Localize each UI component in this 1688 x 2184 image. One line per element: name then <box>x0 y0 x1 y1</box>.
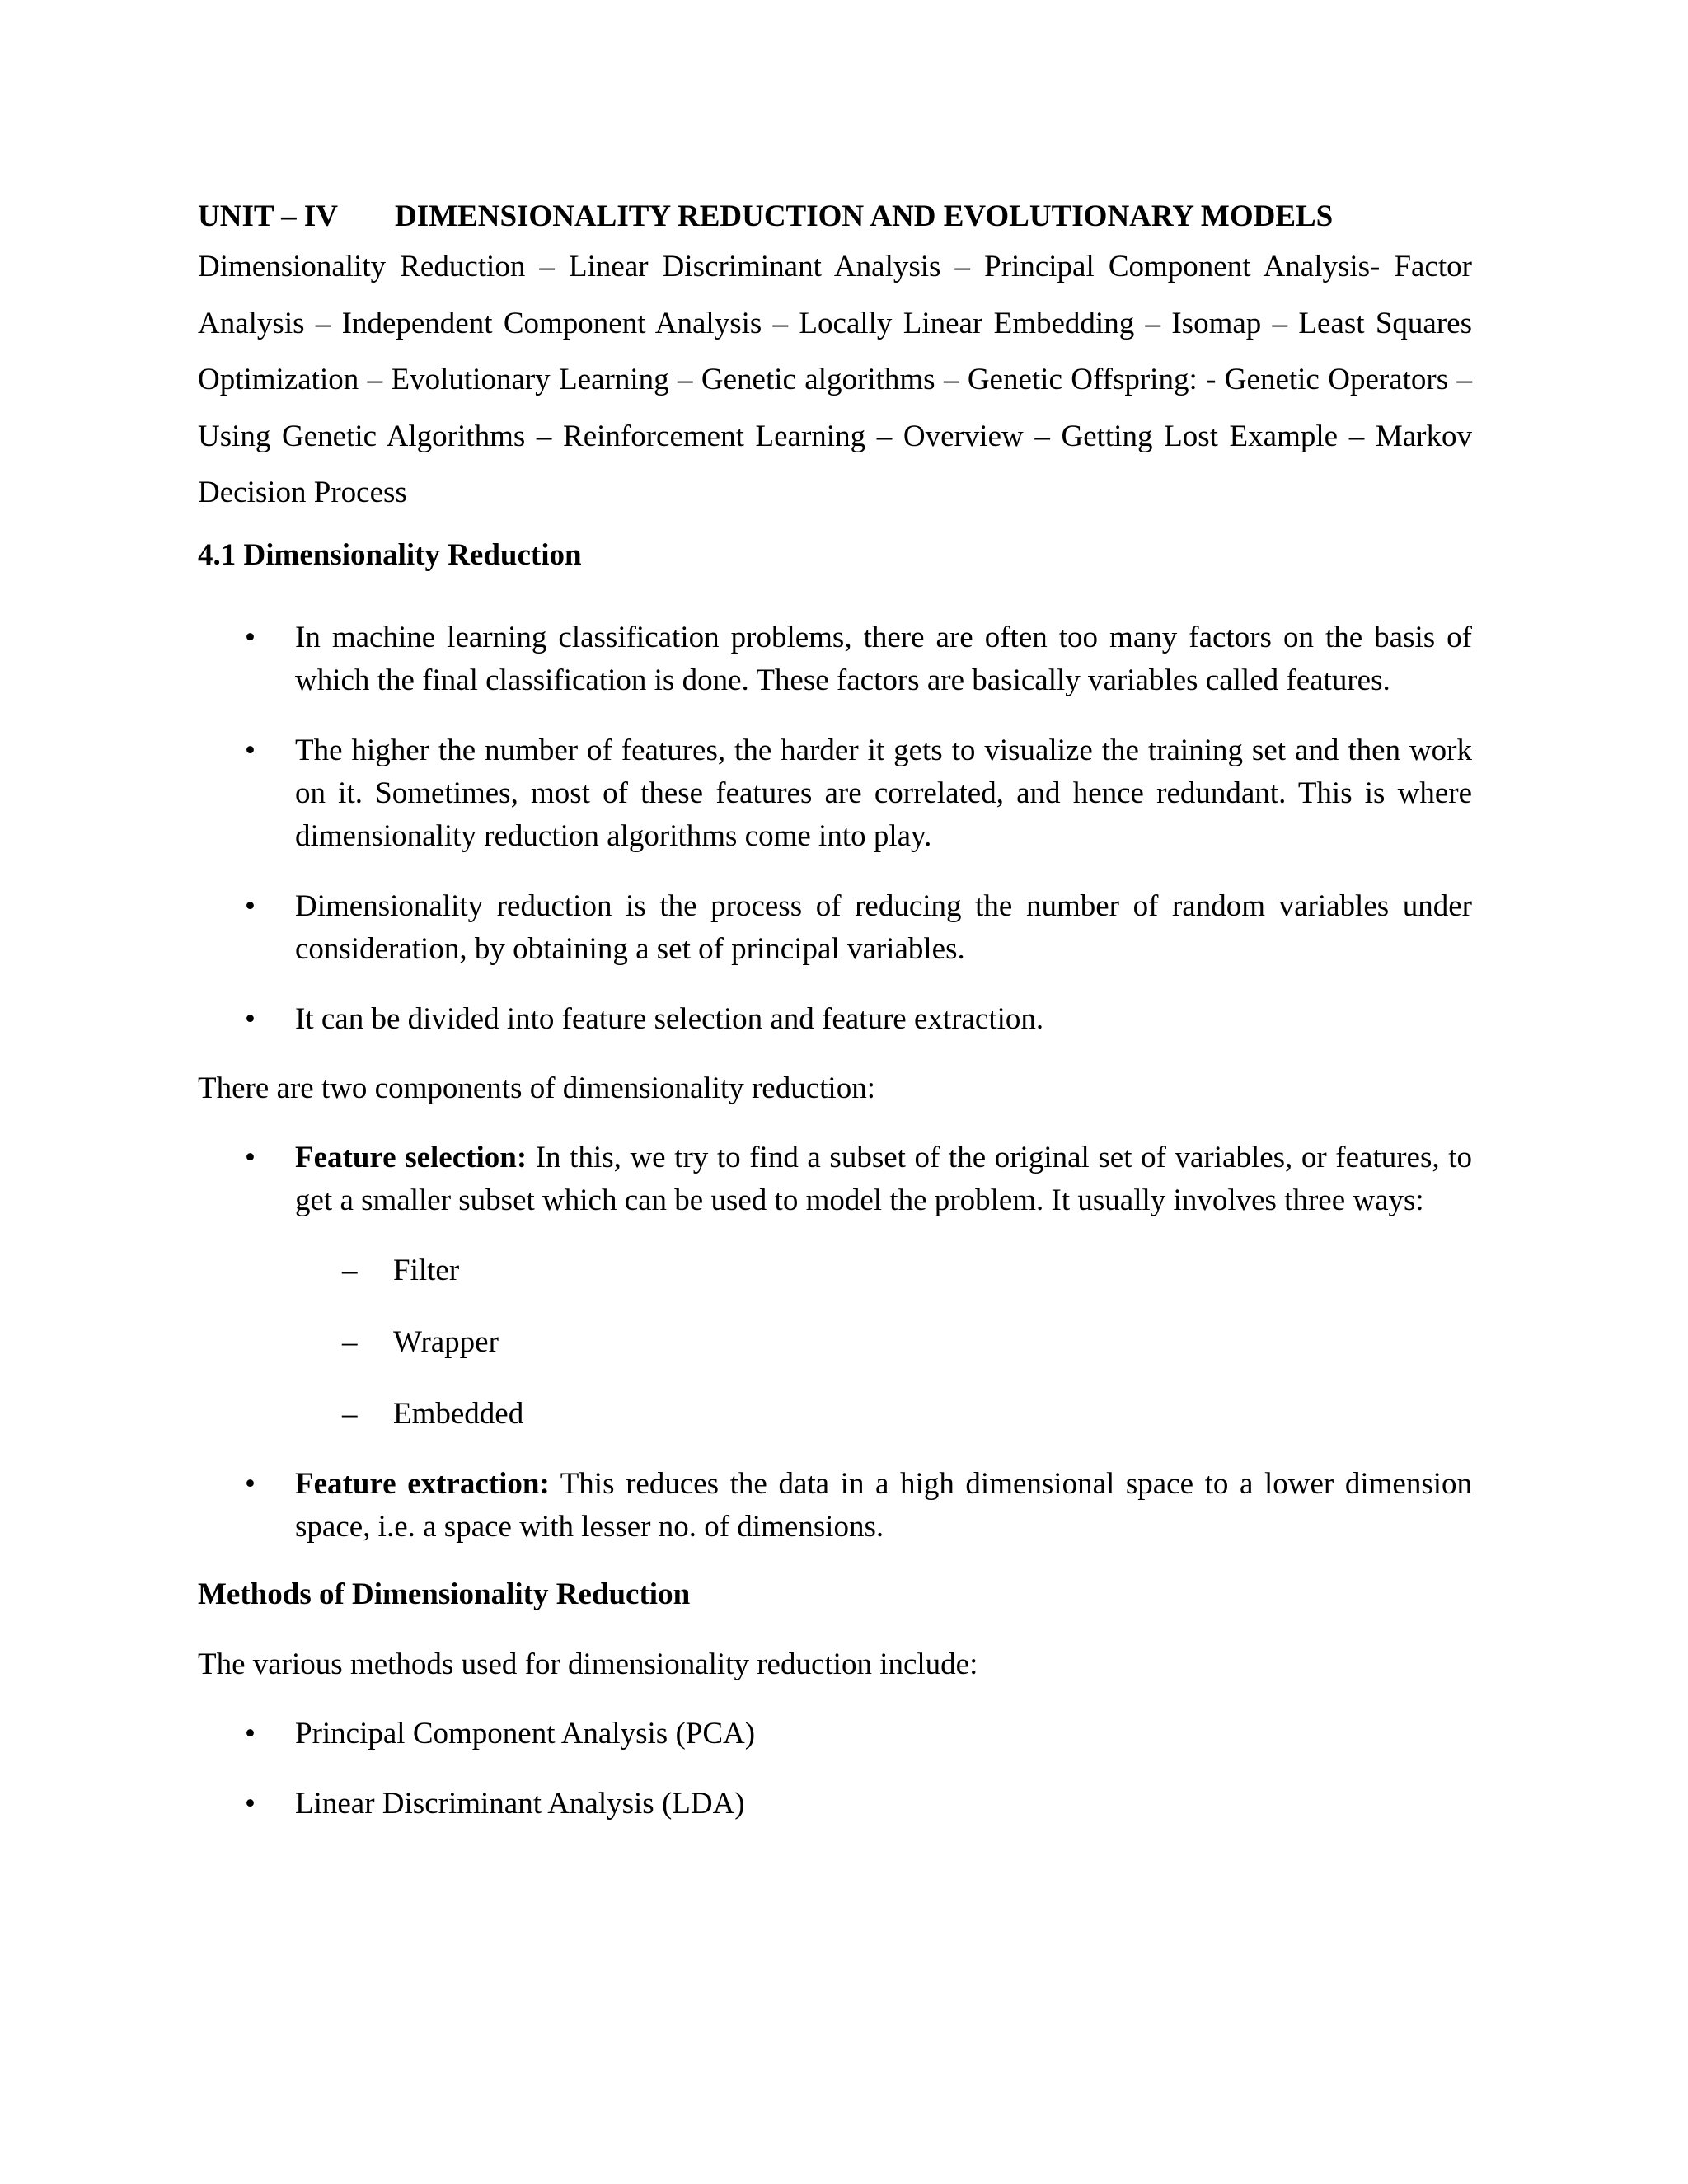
bullet-icon: • <box>245 1716 256 1750</box>
dash-icon: – <box>342 1253 358 1287</box>
extraction-list <box>198 1463 1472 1549</box>
list-item-text: The higher the number of features, the harder it gets to visualize the training set and then work on it. Sometimes, most of these features are correlated, and hence redundant. This is where dimensionality reduction algorithms come into play. <box>295 733 1472 853</box>
components-list <box>198 1137 1472 1222</box>
feature-extraction-term: Feature extraction: <box>295 1466 550 1501</box>
feature-selection-term: Feature selection: <box>295 1140 528 1174</box>
components-intro: There are two components of dimensionality reduction: <box>198 1071 875 1105</box>
methods-list <box>198 1713 1472 1825</box>
bullet-icon: • <box>245 733 256 767</box>
bullet-icon: • <box>245 620 256 654</box>
list-item <box>198 998 1472 1041</box>
unit-syllabus: Dimensionality Reduction – Linear Discriminant Analysis – Principal Component Analysis- Factor Analysis – Independent Component Analysis – Locally Linear Embedding – Isomap – Least Squares Optimization – Evolutionary Learning – Genetic algorithms – Genetic Offspring: - Genetic Operators – Using Genetic Algorithms – Reinforcement Learning – Overview – Getting Lost Example – Markov Decision Process <box>198 250 1472 509</box>
bullet-icon: • <box>245 1001 256 1036</box>
unit-heading: DIMENSIONALITY REDUCTION AND EVOLUTIONARY MODELS <box>395 199 1334 233</box>
section-heading: 4.1 Dimensionality Reduction <box>198 537 582 572</box>
dash-icon: – <box>342 1324 358 1359</box>
bullet-icon: • <box>245 1140 256 1174</box>
way-label: Embedded <box>393 1396 524 1431</box>
intro-bullet-list <box>198 616 1472 1041</box>
list-item-text: Dimensionality reduction is the process of reducing the number of random variables under consideration, by obtaining a set of principal variables. <box>295 888 1472 966</box>
bullet-icon: • <box>245 888 256 923</box>
dash-icon: – <box>342 1396 358 1431</box>
way-label: Filter <box>393 1253 460 1287</box>
list-item <box>198 729 1472 858</box>
unit-title <box>198 194 1472 239</box>
list-item-text: It can be divided into feature selection and feature extraction. <box>295 1001 1044 1036</box>
list-item <box>198 885 1472 971</box>
page-content <box>198 194 1472 1825</box>
list-item-text: In machine learning classification problems, there are often too many factors on the basis of which the final classification is done. These factors are basically variables called features. <box>295 620 1472 697</box>
list-item <box>198 1321 1472 1364</box>
methods-intro: The various methods used for dimensionality reduction include: <box>198 1647 978 1681</box>
way-label: Wrapper <box>393 1324 499 1359</box>
bullet-icon: • <box>245 1466 256 1501</box>
list-item <box>198 1249 1472 1292</box>
list-item <box>198 1713 1472 1755</box>
feature-extraction-text: This reduces the data in a high dimensional space to a lower dimension space, i.e. a space with lesser no. of dimensions. <box>295 1466 1472 1544</box>
method-label: Linear Discriminant Analysis (LDA) <box>295 1786 745 1821</box>
methods-heading: Methods of Dimensionality Reduction <box>198 1577 691 1611</box>
list-item <box>198 1783 1472 1825</box>
feature-selection-text: In this, we try to find a subset of the original set of variables, or features, to get a smaller subset which can be used to model the problem. It usually involves three ways: <box>295 1140 1473 1217</box>
list-item <box>198 616 1472 702</box>
feature-extraction-item <box>198 1463 1472 1549</box>
method-label: Principal Component Analysis (PCA) <box>295 1716 756 1750</box>
feature-selection-item <box>198 1137 1472 1222</box>
unit-label: UNIT – IV <box>198 199 338 233</box>
selection-ways-list <box>198 1249 1472 1436</box>
list-item <box>198 1393 1472 1436</box>
bullet-icon: • <box>245 1786 256 1821</box>
